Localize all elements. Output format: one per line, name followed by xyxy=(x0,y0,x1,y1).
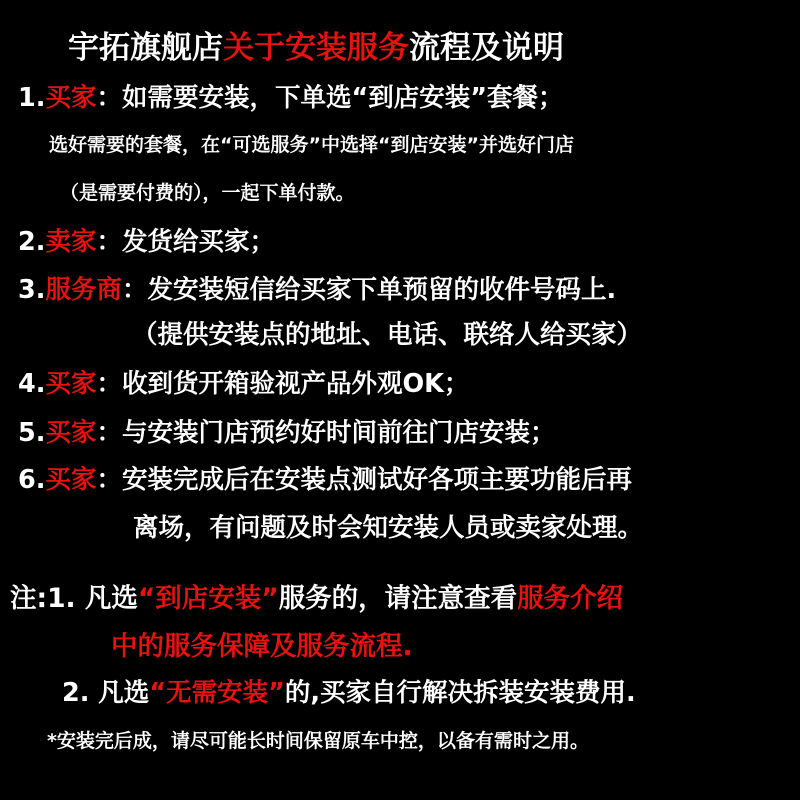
note-highlight-service: 服务介绍 xyxy=(517,583,624,614)
note-2 xyxy=(62,673,636,709)
step-6-detail: 离场，有问题及时会知安装人员或卖家处理。 xyxy=(133,513,644,543)
note-highlight-no-install: 无需安装 xyxy=(166,678,269,708)
step-number: 6. xyxy=(18,465,46,495)
page-title xyxy=(68,22,564,67)
step-1-detail-2: （是需要付费的），一起下单付款。 xyxy=(60,182,355,204)
note-prefix: 2. 凡选 xyxy=(62,678,150,708)
note-rest: 的,买家自行解决拆装安装费用. xyxy=(284,678,636,708)
step-number: 5. xyxy=(18,418,46,448)
step-number: 1. xyxy=(18,83,46,113)
note-1 xyxy=(10,576,623,615)
step-number: 4. xyxy=(18,369,46,399)
note-quote-open: “ xyxy=(149,678,167,708)
title-store-name: 宇拓旗舰店 xyxy=(68,30,223,66)
step-text: ：安装完成后在安装点测试好各项主要功能后再 xyxy=(96,465,632,495)
title-highlight: 关于安装服务 xyxy=(223,30,409,66)
step-role: 买家 xyxy=(45,418,97,448)
step-text: ：与安装门店预约好时间前往门店安装； xyxy=(96,418,556,448)
note-quote-close: ” xyxy=(261,583,279,614)
step-1-detail-1: 选好需要的套餐，在“可选服务”中选择“到店安装”并选好门店 xyxy=(49,134,574,156)
step-2 xyxy=(18,222,275,258)
note-highlight-install: 到店安装 xyxy=(155,583,262,614)
step-role: 买家 xyxy=(45,369,97,399)
step-role: 买家 xyxy=(45,83,97,113)
step-text: ：收到货开箱验视产品外观OK； xyxy=(96,369,470,399)
note-quote-close: ” xyxy=(268,678,285,708)
step-number: 2. xyxy=(18,227,46,257)
step-role: 服务商 xyxy=(45,275,122,305)
step-text: ：发安装短信给买家下单预留的收件号码上. xyxy=(121,275,617,305)
step-role: 卖家 xyxy=(45,227,97,257)
step-5 xyxy=(18,413,555,449)
step-text: ：发货给买家； xyxy=(96,227,275,257)
step-role: 买家 xyxy=(45,465,97,495)
step-1 xyxy=(18,78,563,114)
title-rest: 流程及说明 xyxy=(409,30,564,66)
note-mid: 服务的，请注意查看 xyxy=(278,583,518,614)
step-4 xyxy=(18,364,469,400)
note-prefix: 注:1. 凡选 xyxy=(10,583,138,614)
step-3-detail: （提供安装点的地址、电话、联络人给买家） xyxy=(132,320,643,350)
footnote: *安装完后成，请尽可能长时间保留原车中控，以备有需时之用。 xyxy=(47,730,589,752)
step-number: 3. xyxy=(18,275,46,305)
note-1-line-2: 中的服务保障及服务流程. xyxy=(111,631,413,662)
step-3 xyxy=(18,270,616,306)
note-quote-open: “ xyxy=(137,583,156,614)
step-text: ：如需要安装，下单选“到店安装”套餐； xyxy=(96,83,564,113)
step-6 xyxy=(18,460,632,496)
